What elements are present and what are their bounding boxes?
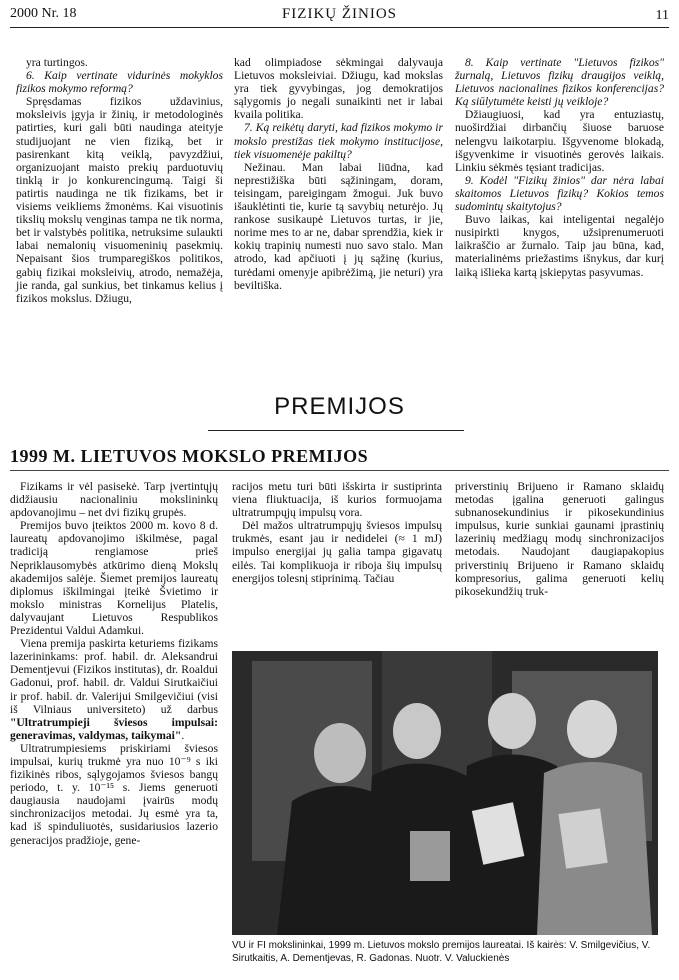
continued-paragraph: priverstinių Brijueno ir Ramano sklaidų metodas įgalina generuoti galingus subnanosekundinius ir pikosekundinius impulsus, kurie sunkiai gaunami įprastinių lazerinių medžiagų modų sinchronizacijos metodais. Naudojant daugiapakopius priverstinių Brijueno ir Ramano sklaidų kompresorius, galima generuoti kelių pikosekundžių truk- [455, 480, 664, 598]
section-title: PREMIJOS [274, 393, 405, 420]
page-header [10, 4, 669, 26]
article-column-1 [10, 480, 218, 847]
page-number: 11 [655, 8, 669, 23]
interview-column-2 [234, 56, 443, 292]
paragraph: Nežinau. Man labai liūdna, kad neprestižiška būti sąžiningam, doram, teisingam, pareigingam žmogui. Juk buvo išauklėtinti tie, kurie tą savybių neturėjo. Jų rankose susikaupė Lietuvos turtas, ir jie, norime mes to ar ne, dabar sprendžia, kiek ir kokių trapinių numesti nuo savo stalo. Man atrodo, kad apčiuoti į jų sąžinę (kurius, turėdami omenyje apibrėžimą, jie neturi) yra beviltiška. [234, 160, 443, 292]
paragraph: Dėl mažos ultratrumpųjų šviesos impulsų trukmės, esant jau ir nedidelei (≈ 1 mJ) impulso energijai jų galia tampa gigavatų eilės. Tai komplikuoja ir riboja šių impulsų energijos tolesnį stiprinimą. Tačiau [232, 519, 442, 585]
paragraph: Ultratrumpiesiems priskiriami šviesos impulsai, kurių trukmė yra nuo 10⁻⁹ s iki fizikinės ribos, sąlygojamos šviesos bangų periodo, t. y. 10⁻¹⁵ s. Jiems generuoti daugiausia naudojami įvairūs modų sinchronizacijos metodai. Jų esmė yra ta, kad iš spinduliuotės, susidariusios lazerio generacijos pradžioje, gene- [10, 741, 218, 847]
paragraph: Buvo laikas, kai inteligentai negalėjo nusipirkti knygos, užsiprenumeruoti laikraščio ar žurnalo. Taip jau būna, kad, materialinėms priežastims išnykus, dar kurį laiką išlieka kartą įskiepytas pasyvumas. [455, 213, 664, 279]
paragraph: Fizikams ir vėl pasisekė. Tarp įvertintųjų didžiausiu nacionaliniu mokslininkų apdovanojimu – net dvi fizikų grupės. [10, 480, 218, 520]
article-column-2 [232, 480, 442, 585]
paragraph: Premijos buvo įteiktos 2000 m. kovo 8 d. laureatų apdovanojimo iškilmėse, pagal tradiciją rengiamose prieš Nepriklausomybės atkūrimo dieną Mokslų akademijos salėje. Šiemet premijos laureatų diplomus iškilmingai įteikė Švietimo ir mokslo ministras Kornelijus Platelis, dalyvaujant Lietuvos Respublikos Prezidentui Valdui Adamkui. [10, 519, 218, 638]
paragraph-text: Viena premija paskirta keturiems fizikams lazerininkams: prof. habil. dr. Aleksandrui Dementjevui (Fizikos institutas), dr. Roaldui Gadonui, prof. habil. dr. Valdui Sirutkaičiui ir prof. habil. dr. Valerijui Smilgevičiui (visi iš Vilniaus universiteto) už darbus [10, 637, 218, 716]
continued-paragraph: kad olimpiadose sėkmingai dalyvauja Lietuvos moksleiviai. Džiugu, kad mokslas yra tiek gyvybingas, jog demokratijos sąlygomis jo negali sunaikinti net ir labai kvaila politika. [234, 56, 443, 122]
interview-column-1 [16, 56, 223, 305]
continued-paragraph: racijos metu turi būti išskirta ir sustiprinta viena fliuktuacija, iš kurios formuojama ultratrumpųjų impulsų vora. [232, 480, 442, 520]
question: 6. Kaip vertinate vidurinės mokyklos fizikos mokymo reformą? [16, 69, 223, 96]
work-title: "Ultratrumpieji šviesos impulsai: generavimas, valdymas, taikymai" [10, 715, 218, 742]
paragraph: Spręsdamas fizikos uždavinius, moksleivis įgyja ir žinių, ir metodologinės patirties, kuri gali būti naudinga ateityje studijuojant ne vien fiziką, bet ir pasirenkant kitą veiklą, pavyzdžiui, organizuojant maisto prekių parduotuvių tinklą ir jo konkurencingumą. Taigi ši patirtis naudinga ne tik fizikams, bet ir visiems veikliems žmonėms. Kai visuotinis tikslių mokslų venginas tampa ne tik norma, bet ir valstybės politika, netruksime sulaukti labai nemalonių visuomeninių pasekmių. Nepaisant šios trumparegiškos politikos, gabių fizikai moksleivių, atrodo, nemažėja, jie randa, gal sunkius, bet tinkamus kelius į fizikos mokslus. Džiugu, [16, 95, 223, 305]
question: 7. Ką reikėtų daryti, kad fizikos mokymo ir mokslo prestižas tiek mokymo institucijose, tiek visuomenėje pakiltų? [234, 121, 443, 161]
paragraph: yra turtingos. [26, 56, 88, 69]
photo-caption: VU ir FI mokslininkai, 1999 m. Lietuvos mokslo premijos laureatai. Iš kairės: V. Smilgevičius, V. Sirutkaitis, A. Dementjevas, R. Gadonas. Nuotr. V. Valuckienės [232, 940, 651, 964]
issue-label: 2000 Nr. 18 [10, 6, 77, 21]
article-rule [10, 470, 669, 471]
article-column-3 [455, 480, 664, 598]
article-title: 1999 M. LIETUVOS MOKSLO PREMIJOS [10, 446, 369, 466]
question: 9. Kodėl "Fizikų žinios" dar nėra labai skaitomos Lietuvos fizikų? Kokios temos sudomintų skaitytojus? [455, 173, 664, 214]
question: 8. Kaip vertinate "Lietuvos fizikos" žurnalą, Lietuvos fizikų draugijos veiklą, Lietuvos nacionalines fizikos konferencijas? Ką siūlytumėte keisti jų veikloje? [455, 56, 664, 109]
section-rule [208, 430, 464, 431]
header-rule [10, 27, 669, 28]
paragraph [10, 637, 218, 742]
paragraph: Džiaugiuosi, kad yra entuziastų, nuoširdžiai dirbančių šiuose baruose nelengvu laikotarpiu. Išgyvenome blokadą, išgyvenkime ir visuotinės gerovės laikais. Linkiu sėkmės tęsiant tradicijas. [455, 108, 664, 174]
journal-title: FIZIKŲ ŽINIOS [281, 6, 398, 22]
interview-column-3 [455, 56, 664, 279]
paragraph-text: . [181, 728, 185, 742]
laureates-photo [232, 651, 658, 935]
